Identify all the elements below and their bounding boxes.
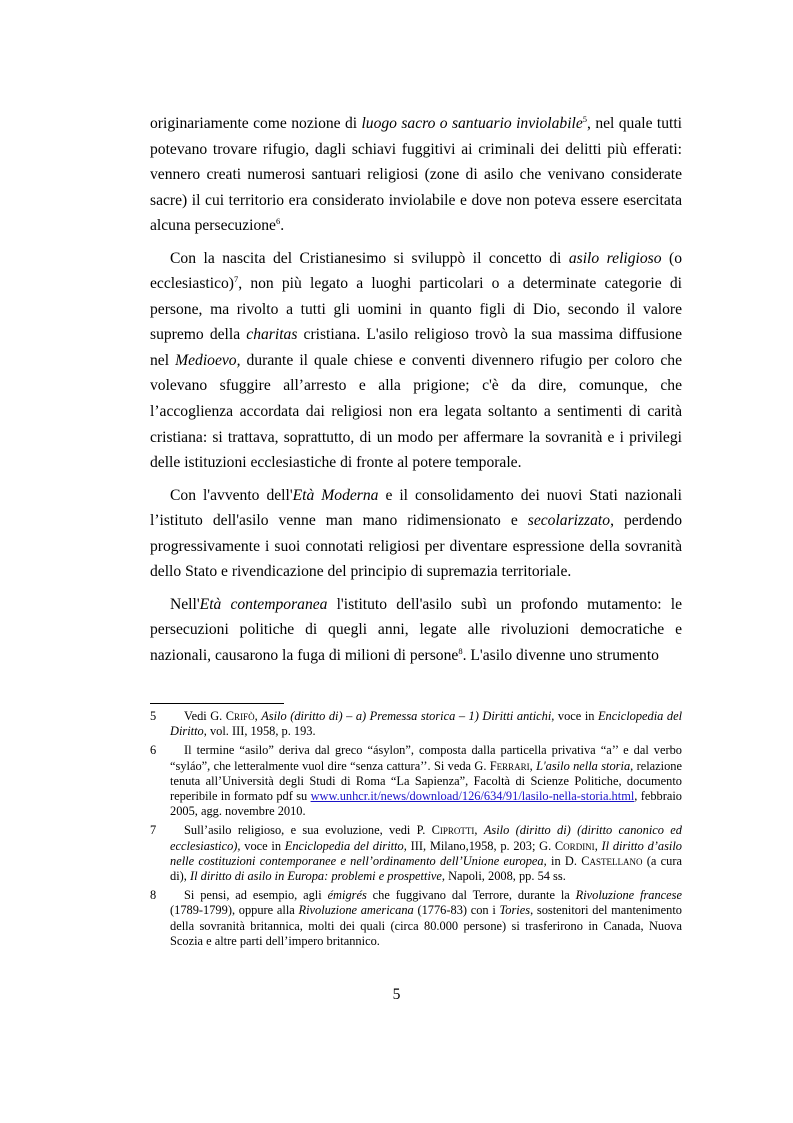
italic-run: charitas [246, 326, 298, 344]
text-run: . [280, 217, 285, 235]
text-run: originariamente come nozione di [150, 115, 362, 132]
text-run: Sull’asilo religioso, e sua evoluzione, vedi P. [184, 823, 432, 838]
text-run: . L'asilo divenne uno strumento [462, 646, 659, 664]
text-run: e il consolidamento dei nuovi Stati nazionali l’istituto dell'asilo venne man mano ridimensionato e [150, 486, 682, 530]
text-run: , vol. III, 1958, p. 193. [203, 724, 316, 739]
italic-run: Età Moderna [292, 486, 379, 504]
text-run: , relazione tenuta all’Università degli Studi di Roma “La Sapienza”, Facoltà di Scienze Politiche, documento reperibile in formato pdf su [170, 758, 682, 804]
text-run: Si pensi, ad esempio, agli [184, 888, 328, 903]
footnote-text [170, 743, 682, 819]
footnote-6 [150, 743, 682, 819]
italic-run: L'asilo nella storia [536, 758, 631, 773]
footnote-ref-5[interactable]: 5 [582, 114, 588, 124]
text-run: , nel quale tutti potevano trovare rifugio, dagli schiavi fuggitivi ai criminali dei delitti più efferati: vennero creati numerosi santuari religiosi (zone di asilo che venivano considerate sacre) il cui territorio era considerato inviolabile e dove non poteva essere esercitata alcuna persecuzione [150, 115, 682, 235]
text-run: , sostenitori del mantenimento della sovranità britannica, molti dei quali (circa 80.000 persone) si trasferirono in Canada, Nuova Scozia e altre parti dell’impero britannico. [170, 903, 682, 948]
italic-run: Il diritto d’asilo nelle costituzioni contemporanee e nell’ordinamento dell’Unione europea, [170, 838, 682, 868]
text-run: l'istituto dell'asilo subì un profondo mutamento: le persecuzioni politiche di quegli anni, legate alle rivoluzioni democratiche e nazionali, causarono la fuga di milioni di persone [150, 595, 682, 664]
italic-run: Rivoluzione americana [298, 903, 414, 918]
footnote-number: 6 [150, 743, 157, 758]
text-run: cristiana. L'asilo religioso trovò la sua massima diffusione nel [150, 326, 682, 369]
text-run: , perdendo progressivamente i suoi connotati religiosi per diventare espressione della sovranità dello Stato e rivendicazione del principio di supremazia territoriale. [150, 512, 682, 581]
text-run: , [594, 838, 602, 853]
text-run: Il termine “asilo” deriva dal greco “ásylon”, composta dalla particella privativa “a’’ e dal verbo “syláo”, che letteralmente vuol dire “senza cattura’’. Si veda G. [170, 743, 682, 773]
text-run: Vedi G. [184, 709, 226, 723]
text-run: , [254, 709, 262, 723]
footnote-separator [150, 703, 284, 704]
italic-run: Asilo (diritto di) – a) Premessa storica – 1) Diritti antichi [261, 709, 552, 723]
text-run: Con la nascita del Cristianesimo si sviluppò il concetto di [170, 249, 569, 267]
text-run: , [529, 758, 537, 773]
footnote-ref-7[interactable]: 7 [233, 274, 239, 285]
text-run: (a cura di), [170, 853, 682, 884]
footnote-number: 7 [150, 823, 157, 838]
italic-run: Rivoluzione francese [575, 888, 682, 903]
text-run: , febbraio 2005, agg. novembre 2010. [170, 789, 682, 819]
italic-run: secolarizzato [527, 512, 611, 530]
text-run: , Napoli, 2008, pp. 54 ss. [441, 869, 566, 884]
text-run: (1789-1799), oppure alla [170, 903, 299, 918]
italic-run: Medioevo, [175, 351, 241, 369]
text-run: durante il quale chiese e conventi divennero rifugio per coloro che volevano sfuggire all’arresto e alla prigione; c'è da dire, comunque, che l’accoglienza accordata dai religiosi non era legata soltanto a sentimenti di carità cristiana: si trattava, soprattutto, di un modo per affermare la sovranità e i privilegi delle istituzioni ecclesiastiche di fronte al potere temporale. [150, 351, 682, 472]
paragraph-3 [150, 483, 682, 585]
page-number: 5 [392, 986, 401, 1003]
footnote-ref-6[interactable]: 6 [275, 216, 281, 227]
italic-run: Tories [499, 903, 531, 918]
footnotes [150, 709, 682, 953]
footnote-ref-8[interactable]: 8 [458, 645, 463, 656]
paragraph-1 [150, 111, 682, 239]
text-run: , non più legato a luoghi particolari o a determinate categorie di persone, ma rivolto a tutti gli uomini in quanto figli di Dio, secondo il valore supremo della [150, 275, 682, 344]
author-name: Castellano [581, 853, 643, 868]
footnote-5 [150, 709, 682, 739]
italic-run: émigrés [327, 888, 367, 903]
text-run: Con l'avvento dell' [170, 486, 293, 504]
author-name: Ciprotti [431, 823, 475, 838]
footnote-text [170, 709, 682, 739]
italic-run: Il diritto di asilo in Europa: problemi e prospettive [189, 869, 442, 884]
author-name: Cordini [554, 838, 595, 853]
paragraph-4 [150, 592, 682, 669]
body-text [150, 111, 682, 668]
italic-run: luogo sacro o santuario inviolabile [361, 115, 583, 132]
text-run: Nell' [170, 595, 200, 613]
paragraph-2 [150, 246, 682, 476]
author-name: Ferrari [489, 758, 530, 773]
italic-run: Enciclopedia del diritto, [284, 838, 407, 853]
footnote-7 [150, 823, 682, 884]
italic-run: Età contemporanea [199, 595, 328, 613]
footnote-number: 5 [150, 709, 157, 723]
italic-run: Enciclopedia del Diritto [170, 709, 683, 739]
source-link[interactable]: www.unhcr.it/news/download/126/634/91/lasilo-nella-storia.html [310, 789, 635, 804]
text-run: , [474, 823, 484, 838]
footnote-text [170, 823, 682, 884]
footnote-text [170, 888, 682, 949]
author-name: Crifò [225, 709, 255, 723]
italic-run: Asilo (diritto di) (diritto canonico ed ecclesiastico), [170, 823, 682, 853]
text-run: voce in [240, 838, 285, 853]
text-run: (1776-83) con i [413, 903, 500, 918]
text-run: , voce in [551, 709, 598, 723]
text-run: che fuggivano dal Terrore, durante la [366, 888, 576, 903]
text-run: (o ecclesiastico) [150, 249, 683, 293]
text-run: in D. [546, 853, 582, 868]
italic-run: asilo religioso [568, 249, 662, 267]
text-run: III, Milano,1958, p. 203; G. [406, 838, 555, 853]
footnote-number: 8 [150, 888, 157, 903]
footnote-8 [150, 888, 682, 949]
